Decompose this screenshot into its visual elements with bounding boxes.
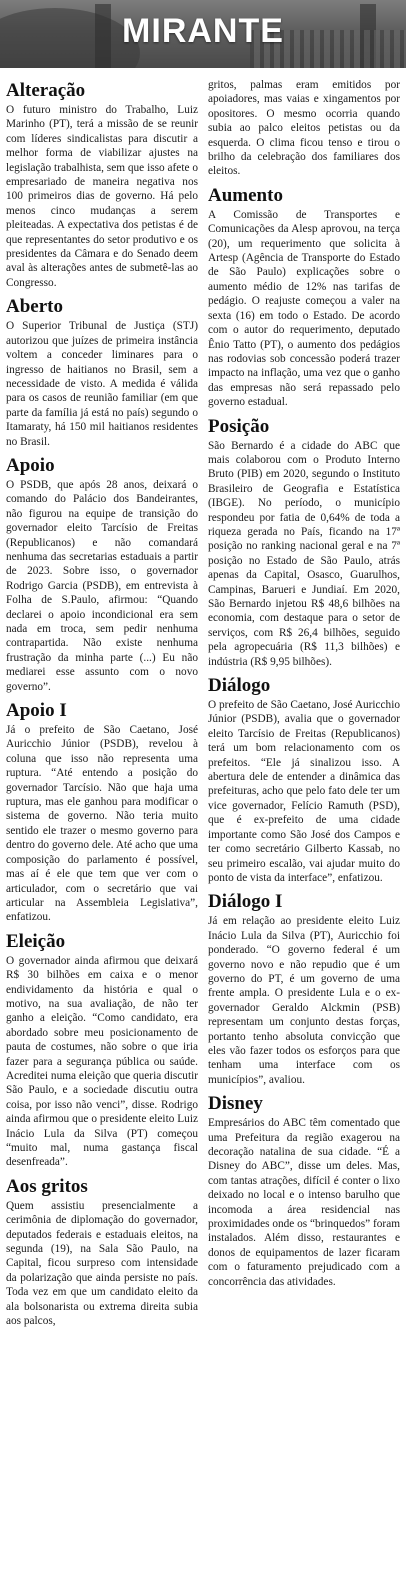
note-heading: Aos gritos	[6, 1175, 88, 1197]
left-column	[6, 80, 198, 1590]
note-apoio	[6, 455, 198, 694]
column-title: MIRANTE	[122, 12, 284, 50]
note-alteracao	[6, 80, 198, 290]
masthead-banner	[0, 0, 406, 68]
note-body: Quem assistiu presencialmente a cerimônia de diplomação do governador, deputados federais e estaduais eleitos, na segunda (19), na Sala São Paulo, na Capital, ficou surpreso com intensidade da polarização que ainda persiste no país. Toda vez em que um candidato eleito da ala bolsonarista ou extrema direita subia aos palcos,	[6, 1199, 198, 1328]
note-heading: Diálogo I	[208, 891, 283, 913]
note-heading: Posição	[208, 415, 270, 437]
note-heading: Diálogo	[208, 675, 271, 697]
note-aos-gritos	[6, 1176, 198, 1329]
note-body: gritos, palmas eram emitidos por apoiadores, mas vaias e xingamentos por opositores. O mesmo ocorria quando subia ao palco eleitos petistas ou da esquerda. O clima ficou tenso e tirou o brilho da celebração dos familiares dos eleitos.	[208, 79, 400, 178]
note-body: O prefeito de São Caetano, José Auricchio Júnior (PSDB), avalia que o governador eleito Tarcísio de Freitas (Republicanos) terá um bom relacionamento com os prefeitos. “Ele já sinalizou isso. A abertura dele de entender a dinâmica das prefeituras, acho que pelo fato dele ter um vice governador, Felício Ramuth (PSD), que é ex-prefeito de uma cidade importante como São José dos Campos e ter como secretário Gilberto Kassab, no seu primeiro escalão, vai ajudar muito do ponto de vista da interface”, enfatizou.	[208, 699, 400, 884]
note-body: São Bernardo é a cidade do ABC que mais colaborou com o Produto Interno Bruto (PIB) em 2020, segundo o Instituto Brasileiro de Geografia e Estatística (IBGE). No período, o município respondeu por fatia de 0,64% de toda a riqueza gerada no País, ficando na 17ª posição no ranking nacional geral e na 7ª posição no Estado de São Paulo, atrás apenas da Capital, Osasco, Guarulhos, Campinas, Barueri e Jundiaí. Em 2020, São Bernardo injetou R$ 48,6 bilhões na economia, com destaque para o setor de serviços, com R$ 26,4 bilhões, seguido pela agropecuária (R$ 11,3 bilhões) e indústria (R$ 9,95 bilhões).	[208, 439, 400, 668]
note-heading: Alteração	[6, 80, 86, 101]
note-body: O governador ainda afirmou que deixará R$ 30 bilhões em caixa e o menor endividamento da história e qual o motivo, na sua avaliação, de não ter ganho a eleição. “Como candidato, era abordado sobre meu posicionamento de pauta de costumes, não sobre o que iria fazer para a segurança pública ou saúde. Acreditei numa eleição que queria discutir São Paulo, e a sociedade discutiu outra coisa, por isso não venci”, disse. Rodrigo ainda afirmou que o presidente eleito Luiz Inácio Lula da Silva (PT) começou “muito mal, numa gastança fiscal desenfreada”.	[6, 954, 198, 1169]
note-heading: Eleição	[6, 930, 66, 952]
note-dialogo-i	[208, 891, 400, 1087]
right-column	[208, 80, 400, 1590]
note-posicao	[208, 416, 400, 670]
note-aberto	[6, 296, 198, 449]
note-aos-gritos-continued	[208, 78, 400, 179]
note-heading: Apoio	[6, 454, 55, 476]
note-heading: Disney	[208, 1093, 263, 1115]
note-body: Já em relação ao presidente eleito Luiz Inácio Lula da Silva (PT), Auricchio foi ponderado. “O governo federal é um governo novo e não repudio que é um governo do PT, é um governo de uma frente ampla. O presidente Lula e o ex-governador Geraldo Alckmin (PSB) representam um conjunto destas forças, portanto tenho absoluta convicção que eles vão fazer todos os esforços para que tenham uma interface com os municípios”, avaliou.	[208, 915, 400, 1086]
note-eleicao	[6, 931, 198, 1170]
note-heading: Apoio I	[6, 700, 67, 722]
note-aumento	[208, 185, 400, 410]
note-apoio-i	[6, 700, 198, 925]
note-body: Já o prefeito de São Caetano, José Auricchio Júnior (PSDB), revelou à coluna que isso não representa uma ruptura. “Até entendo a posição do governador Tarcísio. Não que haja uma ruptura, mas ele ganhou para modificar o sistema de governo. Não teria muito sentido ele trazer o mesmo governo para dentro do governo dele. Até acho que uma composição do parlamento é possível, mas aí é ele que tem que ver com o articulador, com o secretário que vai articular na Assembleia Legislativa”, enfatizou.	[6, 724, 198, 924]
note-dialogo	[208, 675, 400, 885]
article-columns	[6, 80, 400, 1590]
note-heading: Aumento	[208, 184, 283, 206]
note-body: Empresários do ABC têm comentado que uma Prefeitura da região exagerou na decoração natalina de sua cidade. “É a Disney do ABC”, disse um deles. Mas, com tantas atrações, difícil é conter o lixo deixado no local e o intenso barulho que incomoda a área residencial nas proximidades onde os “brinquedos” foram instalados. Além disso, restaurantes e donos de equipamentos de lazer ficaram com o faturamento prejudicado com a concorrência das atividades.	[208, 1117, 400, 1288]
note-body: O futuro ministro do Trabalho, Luiz Marinho (PT), terá a missão de se reunir com líderes sindicalistas para discutir a melhor forma de viabilizar ajustes na legislação trabalhista, sem que isso afete o empresariado de maneira negativa nos 100 primeiros dias de governo. Há pelo menos cinco mudanças a serem pleiteadas. A expectativa dos petistas é de que representantes do setor produtivo e os presidentes da Câmara e do Senado deem aval às alterações antes de submetê-las ao Congresso.	[6, 104, 198, 289]
note-disney	[208, 1093, 400, 1289]
note-body: O PSDB, que após 28 anos, deixará o comando do Palácio dos Bandeirantes, não figurou na equipe de transição do governador eleito Tarcísio de Freitas (Republicanos) e não comandará nenhuma das secretarias estaduais a partir de 2023. Sobre isso, o governador Rodrigo Garcia (PSDB), em entrevista à Folha de S.Paulo, afirmou: “Quando declarei o apoio incondicional era sem nada em troca, sem pedir nenhuma contrapartida. Não existe nenhuma frustração da minha parte (...) Eu não mediarei esse assunto com o novo governo”.	[6, 478, 198, 693]
note-body: A Comissão de Transportes e Comunicações da Alesp aprovou, na terça (20), um requerimento que solicita à Artesp (Agência de Transporte do Estado de São Paulo) explicações sobre o aumento médio de 12% nas tarifas de pedágio. O reajuste começou a valer na sexta (16) em todo o Estado. De acordo com o autor do requerimento, deputado Ênio Tatto (PT), o aumento dos pedágios nas rodovias sob concessão poderá trazer impacto na inflação, uma vez que o ganho das empresas não será repassado pelo governo estadual.	[208, 208, 400, 409]
note-heading: Aberto	[6, 296, 63, 318]
note-body: O Superior Tribunal de Justiça (STJ) autorizou que juízes de primeira instância voltem a conceder liminares para o ingresso de haitianos no Brasil, sem a necessidade de visto. A medida é válida para os casos de reunião familiar (em que parte da família já está no país) segundo o Itamaraty, há 150 mil haitianos residentes no Brasil.	[6, 320, 198, 448]
